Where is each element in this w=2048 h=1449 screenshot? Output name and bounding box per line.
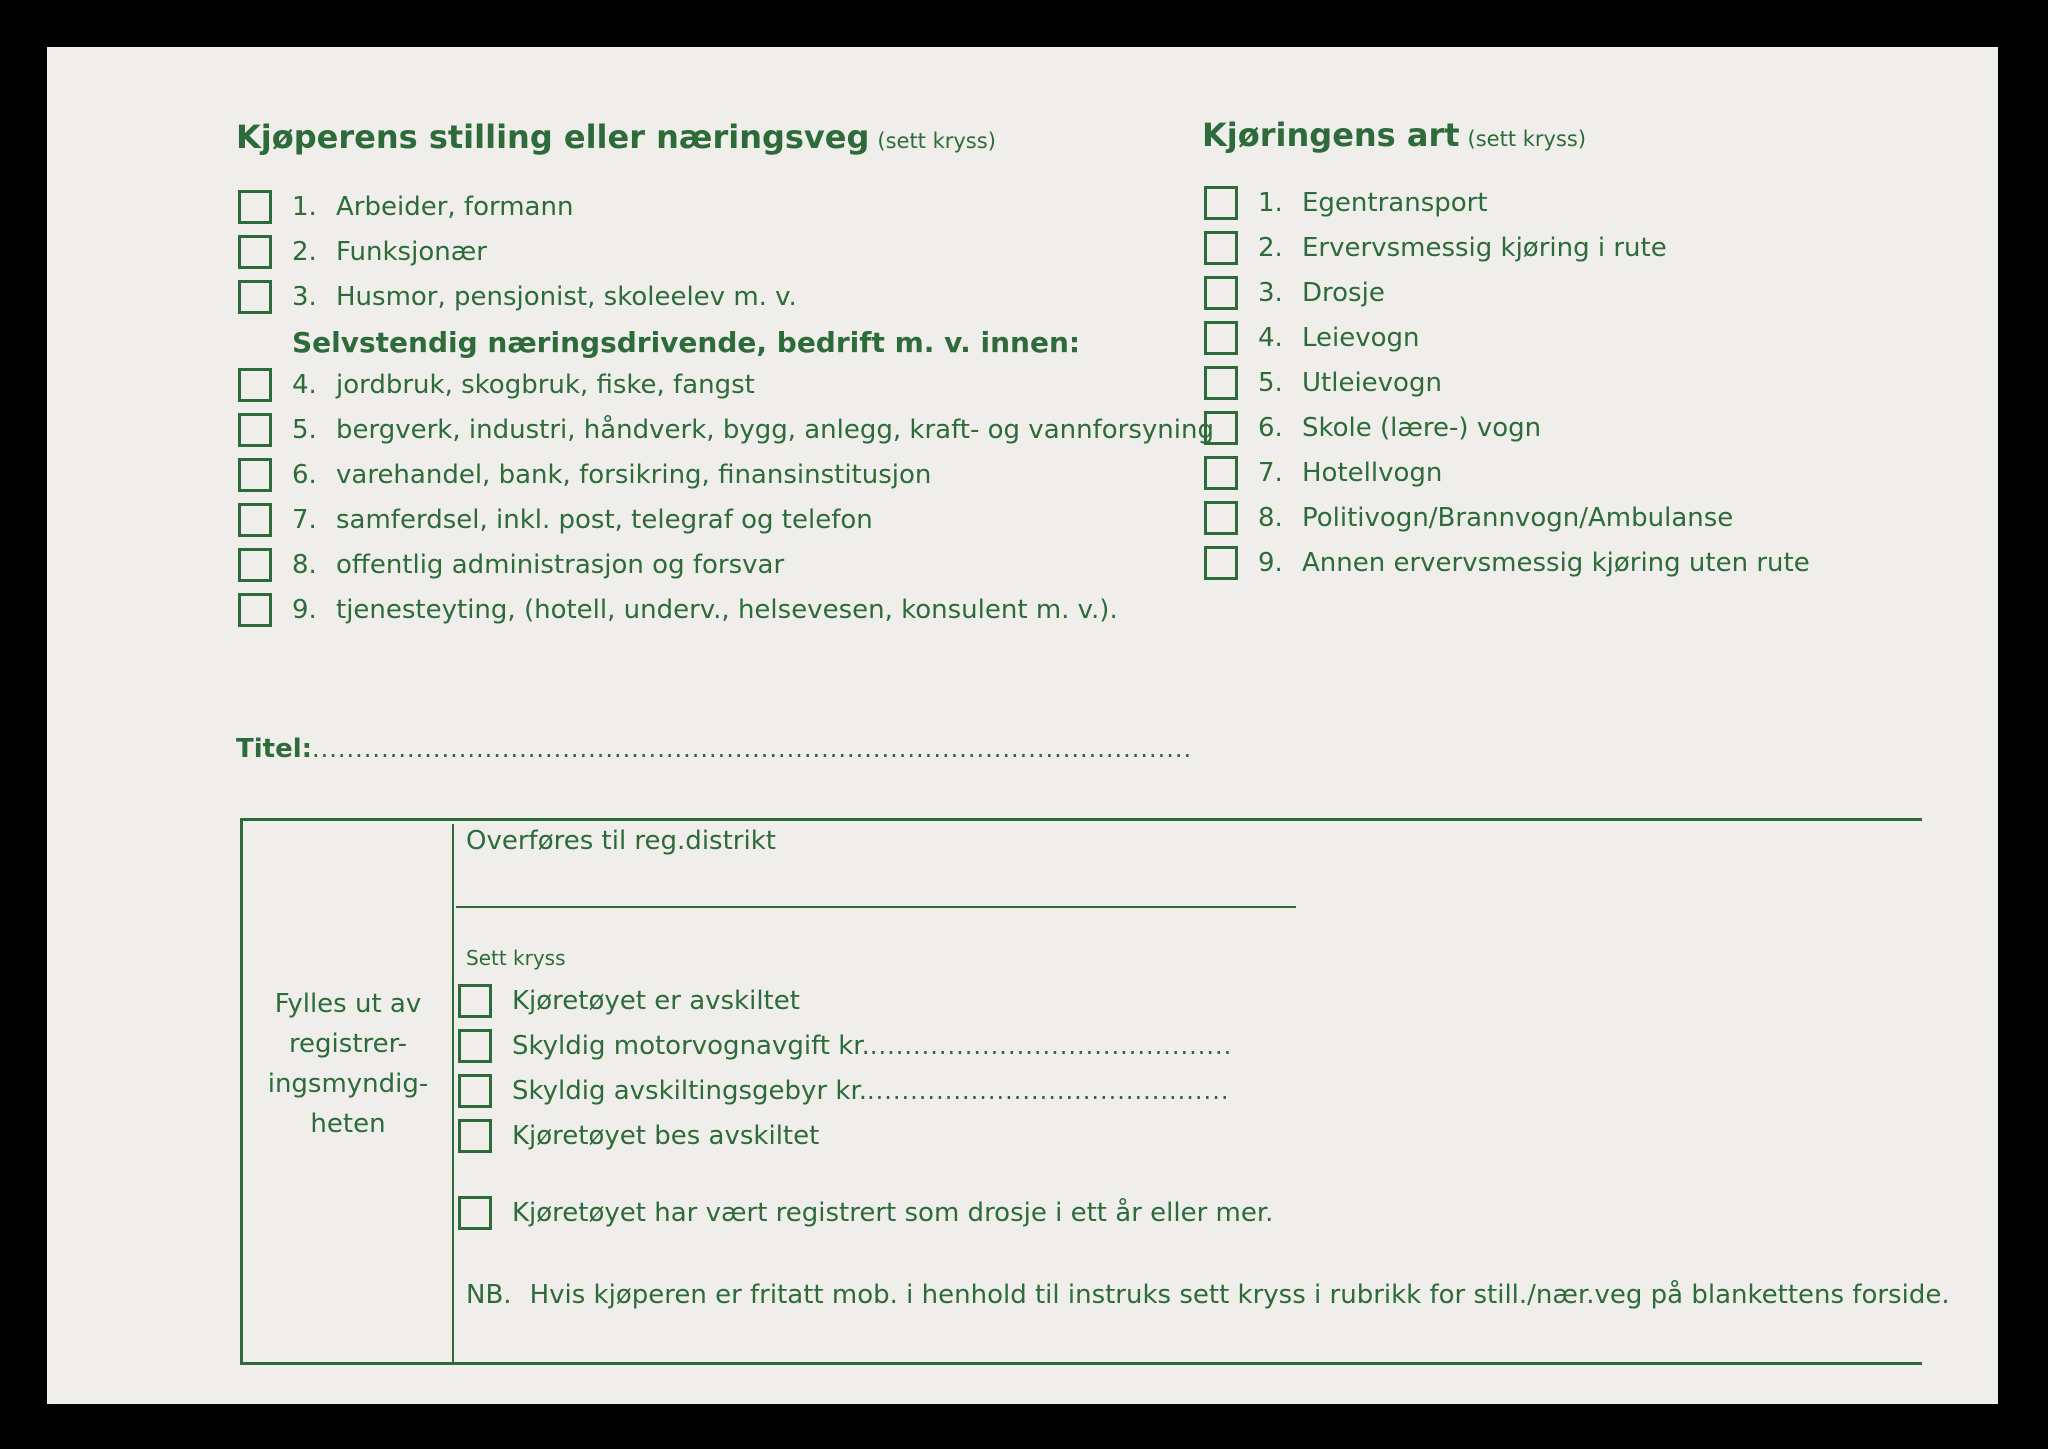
item-label: Egentransport — [1302, 188, 1488, 218]
checkbox[interactable] — [1204, 366, 1238, 400]
checkbox-row[interactable] — [238, 190, 573, 224]
checkbox-row[interactable] — [238, 280, 797, 314]
item-number: 1. — [292, 192, 317, 222]
checkbox-row[interactable] — [1204, 546, 1810, 580]
checkbox-row[interactable] — [1204, 411, 1541, 445]
amount-dots[interactable]: .......................................... — [867, 1077, 1230, 1105]
checkbox[interactable] — [458, 1119, 492, 1153]
checkbox[interactable] — [238, 503, 272, 537]
item-number: 3. — [1258, 278, 1283, 308]
reg-divider — [452, 824, 454, 1364]
checkbox-row[interactable] — [1204, 366, 1442, 400]
checkbox[interactable] — [458, 1029, 492, 1063]
item-number: 6. — [1258, 413, 1283, 443]
checkbox[interactable] — [1204, 501, 1238, 535]
item-label: bergverk, industri, håndverk, bygg, anlegg, kraft- og vannforsyning — [336, 415, 1214, 445]
item-label: Hotellvogn — [1302, 458, 1443, 488]
registration-check-row[interactable] — [458, 1074, 1229, 1108]
checkbox[interactable] — [238, 190, 272, 224]
checkbox[interactable] — [1204, 546, 1238, 580]
check-label: Kjøretøyet er avskiltet — [512, 986, 800, 1016]
checkbox[interactable] — [238, 413, 272, 447]
checkbox[interactable] — [238, 235, 272, 269]
checkbox[interactable] — [238, 593, 272, 627]
item-number: 9. — [292, 595, 317, 625]
checkbox[interactable] — [1204, 186, 1238, 220]
checkbox[interactable] — [1204, 231, 1238, 265]
item-number: 4. — [292, 370, 317, 400]
checkbox-row[interactable] — [1204, 276, 1385, 310]
registration-check-row[interactable] — [458, 1029, 1232, 1063]
titel-field[interactable]: Titel: ...................................................................................................... — [236, 734, 1193, 764]
amount-dots[interactable]: .......................................... — [869, 1032, 1233, 1060]
item-number: 9. — [1258, 548, 1283, 578]
item-number: 5. — [292, 415, 317, 445]
item-label: Skole (lære-) vogn — [1302, 413, 1542, 443]
checkbox-row[interactable] — [1204, 231, 1667, 265]
checkbox-row[interactable] — [1204, 321, 1420, 355]
checkbox-row[interactable] — [1204, 456, 1442, 490]
checkbox-row[interactable] — [238, 548, 784, 582]
check-label: Skyldig avskiltingsgebyr kr. — [512, 1076, 868, 1106]
checkbox-row[interactable] — [238, 458, 931, 492]
transfer-underline — [456, 906, 1296, 908]
item-label: Politivogn/Brannvogn/Ambulanse — [1302, 503, 1734, 533]
checkbox[interactable] — [1204, 321, 1238, 355]
drosje-check[interactable]: Kjøretøyet har vært registrert som drosje i ett år eller mer. — [458, 1196, 1273, 1230]
item-label: samferdsel, inkl. post, telegraf og telefon — [336, 505, 873, 535]
transfer-district-label: Overføres til reg.distrikt — [466, 826, 776, 856]
item-label: Utleievogn — [1302, 368, 1442, 398]
checkbox-row[interactable] — [238, 368, 755, 402]
cross-note: Sett kryss — [466, 946, 566, 970]
item-number: 3. — [292, 282, 317, 312]
item-number: 8. — [292, 550, 317, 580]
item-number: 6. — [292, 460, 317, 490]
checkbox-row[interactable] — [1204, 501, 1733, 535]
item-number: 8. — [1258, 503, 1283, 533]
item-label: Arbeider, formann — [336, 192, 574, 222]
driving-type-heading: Kjøringens art (sett kryss) — [1202, 116, 1587, 154]
reg-left-border — [240, 818, 243, 1365]
item-label: offentlig administrasjon og forsvar — [336, 550, 785, 580]
item-label: Leievogn — [1302, 323, 1420, 353]
item-number: 1. — [1258, 188, 1283, 218]
checkbox-row[interactable] — [1204, 186, 1488, 220]
item-number: 2. — [1258, 233, 1283, 263]
nb-note: NB. Hvis kjøperen er fritatt mob. i henhold til instruks sett kryss i rubrikk for still./nær.veg på blankettens forside. — [466, 1280, 1950, 1310]
item-label: Annen ervervsmessig kjøring uten rute — [1302, 548, 1810, 578]
item-number: 4. — [1258, 323, 1283, 353]
checkbox[interactable] — [458, 1074, 492, 1108]
item-number: 7. — [1258, 458, 1283, 488]
reg-top-border — [240, 818, 1922, 821]
checkbox-row[interactable] — [238, 235, 487, 269]
item-label: jordbruk, skogbruk, fiske, fangst — [336, 370, 755, 400]
item-label: Drosje — [1302, 278, 1385, 308]
registration-check-row[interactable] — [458, 984, 800, 1018]
item-number: 7. — [292, 505, 317, 535]
check-label: Kjøretøyet bes avskiltet — [512, 1121, 820, 1151]
checkbox-row[interactable] — [238, 593, 1118, 627]
checkbox[interactable] — [1204, 411, 1238, 445]
checkbox-row[interactable] — [238, 503, 873, 537]
drosje-checkbox[interactable] — [458, 1196, 492, 1230]
item-label: varehandel, bank, forsikring, finansinstitusjon — [336, 460, 932, 490]
registration-authority-label: Fylles ut av registrer-ingsmyndig-heten — [267, 989, 429, 1139]
checkbox[interactable] — [238, 280, 272, 314]
item-label: Funksjonær — [336, 237, 487, 267]
checkbox[interactable] — [1204, 276, 1238, 310]
checkbox[interactable] — [238, 548, 272, 582]
checkbox[interactable] — [458, 984, 492, 1018]
reg-bottom-border — [240, 1362, 1922, 1365]
item-label: tjenesteyting, (hotell, underv., helsevesen, konsulent m. v.). — [336, 595, 1118, 625]
checkbox[interactable] — [1204, 456, 1238, 490]
checkbox[interactable] — [238, 458, 272, 492]
item-number: 5. — [1258, 368, 1283, 398]
checkbox-row[interactable] — [238, 413, 1214, 447]
item-label: Husmor, pensjonist, skoleelev m. v. — [336, 282, 797, 312]
item-number: 2. — [292, 237, 317, 267]
item-label: Ervervsmessig kjøring i rute — [1302, 233, 1667, 263]
registration-check-row[interactable] — [458, 1119, 819, 1153]
checkbox[interactable] — [238, 368, 272, 402]
buyer-occupation-heading: Kjøperens stilling eller næringsveg (sett kryss) — [236, 118, 996, 156]
self-employed-subheading: Selvstendig næringsdrivende, bedrift m. v. innen: — [292, 326, 1081, 359]
check-label: Skyldig motorvognavgift kr. — [512, 1031, 870, 1061]
